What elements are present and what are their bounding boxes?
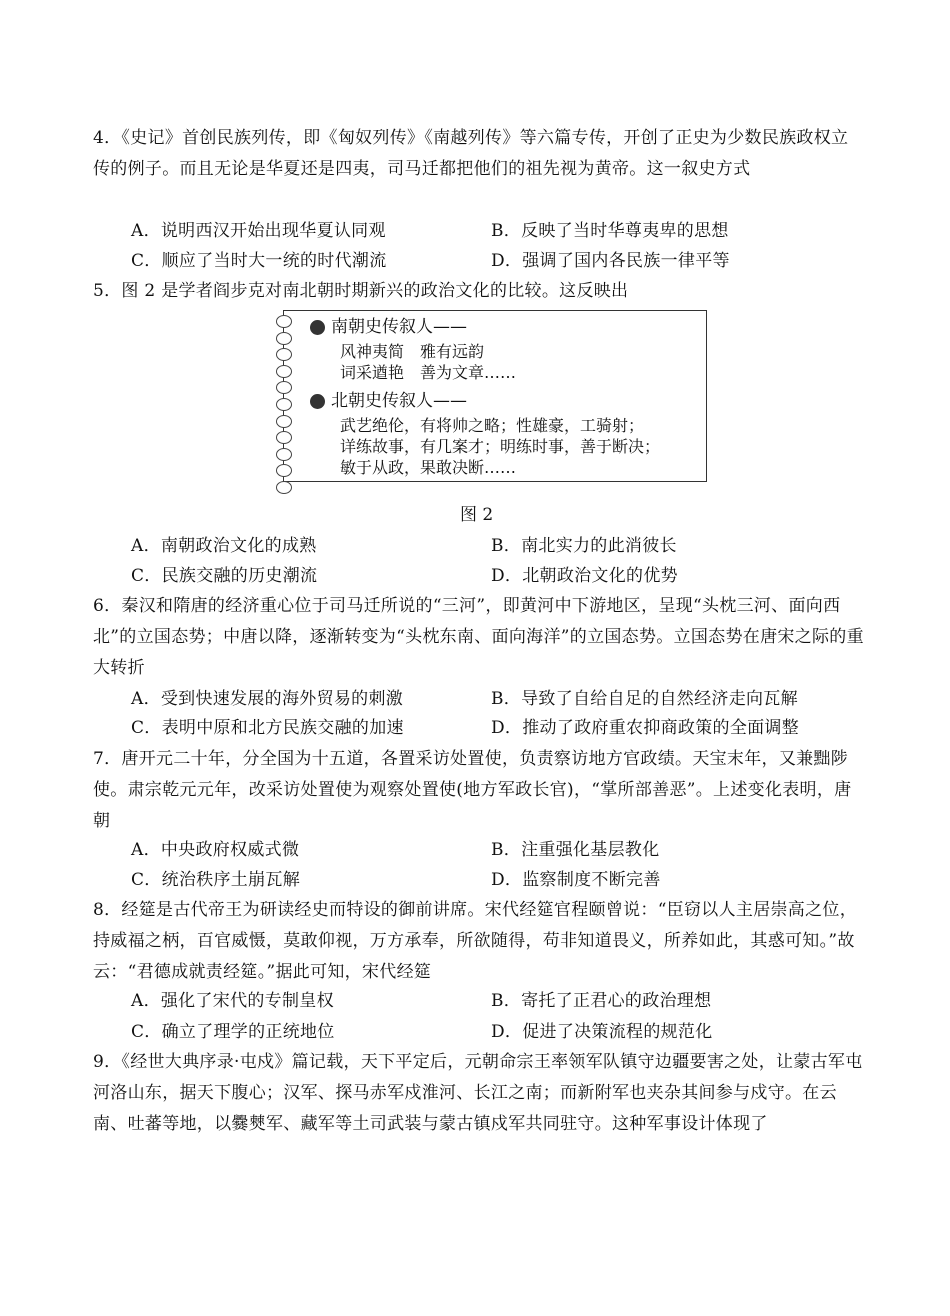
spiral-binding: [276, 315, 296, 498]
north-title: 北朝史传叙人——: [331, 391, 467, 411]
bullet-dot-icon: [310, 320, 325, 335]
question-6-option-a: A．受到快速发展的海外贸易的刺激: [131, 689, 404, 709]
question-6-option-b: B．导致了自给自足的自然经济走向瓦解: [491, 689, 798, 709]
question-6-stem: 6．秦汉和隋唐的经济重心位于司马迁所说的“三河”，即黄河中下游地区，呈现“头枕三河、面向西北”的立国态势；中唐以降，逐渐转变为“头枕东南、面向海洋”的立国态势。立国态势在唐宋之际的重大转折: [93, 596, 864, 678]
question-5-option-c: C．民族交融的历史潮流: [131, 566, 318, 586]
question-7-option-c: C．统治秩序土崩瓦解: [131, 870, 301, 890]
south-line-1: 风神夷简 雅有远韵: [340, 342, 485, 361]
bullet-dot-icon: [310, 394, 325, 409]
question-5-option-d: D．北朝政治文化的优势: [491, 566, 678, 586]
question-7-stem: 7．唐开元二十年，分全国为十五道，各置采访处置使，负责察访地方官政绩。天宝末年，又兼黜陟使。肃宗乾元元年，改采访处置使为观察处置使(地方军政长官)，“掌所部善恶”。上述变化表明，唐朝: [93, 749, 852, 831]
question-6-option-c: C．表明中原和北方民族交融的加速: [131, 718, 404, 738]
question-4-stem: 4．《史记》首创民族列传，即《匈奴列传》《南越列传》等六篇专传，开创了正史为少数民族政权立传的例子。而且无论是华夏还是四夷，司马迁都把他们的祖先视为黄帝。这一叙史方式: [93, 128, 849, 179]
question-9-stem: 9．《经世大典序录·屯戍》篇记载，天下平定后，元朝命宗王率领军队镇守边疆要害之处，让蒙古军屯河洛山东，据天下腹心；汉军、探马赤军戍淮河、长江之南；而新附军也夹杂其间参与戍守。在云南、吐蕃等地，以爨僰军、藏军等土司武装与蒙古镇戍军共同驻守。这种军事设计体现了: [93, 1052, 863, 1134]
figure-2-caption: 图 2: [460, 505, 494, 525]
south-heading: [310, 313, 660, 341]
north-line-1: 武艺绝伦，有将帅之略；性雄豪，工骑射；: [340, 416, 645, 435]
figure-2-text: [310, 313, 660, 478]
question-8-option-c: C．确立了理学的正统地位: [131, 1022, 335, 1042]
question-4-option-d: D．强调了国内各民族一律平等: [491, 251, 730, 271]
north-heading: [310, 387, 660, 415]
question-5-stem: 5．图 2 是学者阎步克对南北朝时期新兴的政治文化的比较。这反映出: [93, 281, 629, 301]
question-8-option-a: A．强化了宋代的专制皇权: [131, 991, 334, 1011]
figure-2-notebook: [283, 310, 707, 482]
question-4-option-a: A．说明西汉开始出现华夏认同观: [131, 221, 386, 241]
question-8-option-b: B．寄托了正君心的政治理想: [491, 991, 712, 1011]
question-7-option-d: D．监察制度不断完善: [491, 870, 661, 890]
question-8-stem: 8．经筵是古代帝王为研读经史而特设的御前讲席。宋代经筵官程颐曾说：“臣窃以人主居崇高之位，持威福之柄，百官威慑，莫敢仰视，万方承奉，所欲随得，苟非知道畏义，所养如此，其惑可知。”故云：“君德成就责经筵。”据此可知，宋代经筵: [93, 900, 858, 982]
question-5-option-b: B．南北实力的此消彼长: [491, 536, 677, 556]
question-4-option-b: B．反映了当时华尊夷卑的思想: [491, 221, 729, 241]
question-7-option-a: A．中央政府权威式微: [131, 840, 300, 860]
question-8-option-d: D．促进了决策流程的规范化: [491, 1022, 713, 1042]
north-line-2: 详练故事，有几案才；明练时事，善于断决；: [340, 437, 661, 456]
north-line-3: 敏于从政，果敢决断……: [340, 458, 517, 477]
question-4-option-c: C．顺应了当时大一统的时代潮流: [131, 251, 387, 271]
south-title: 南朝史传叙人——: [331, 317, 467, 337]
question-5-option-a: A．南朝政治文化的成熟: [131, 536, 317, 556]
question-6-option-d: D．推动了政府重农抑商政策的全面调整: [491, 718, 800, 738]
south-line-2: 词采遒艳 善为文章……: [340, 363, 517, 382]
question-7-option-b: B．注重强化基层教化: [491, 840, 660, 860]
